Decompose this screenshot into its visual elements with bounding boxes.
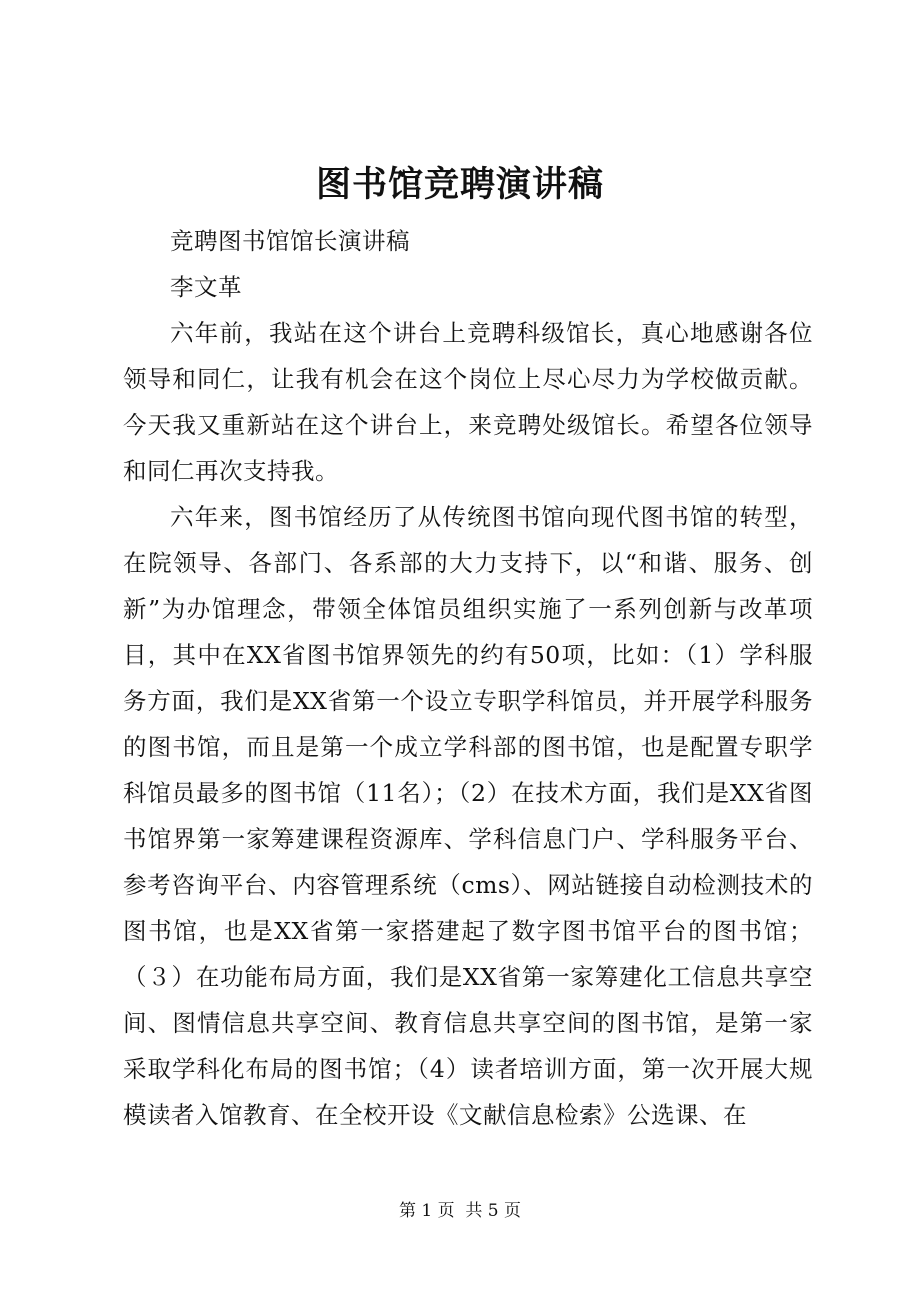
document-body <box>123 218 813 1138</box>
page-footer <box>0 1198 920 1224</box>
document-title: 图书馆竞聘演讲稿 <box>315 164 604 205</box>
page-number: 第 1 页 共 5 页 <box>398 1201 522 1221</box>
document-author: 李文革 <box>170 273 242 301</box>
body-paragraph: 六年前，我站在这个讲台上竞聘科级馆长，真心地感谢各位领导和同仁，让我有机会在这个岗位上尽心尽力为学校做贡献。今天我又重新站在这个讲台上，来竞聘处级馆长。希望各位领导和同仁再次支持我。 <box>123 319 813 485</box>
body-paragraph: 六年来，图书馆经历了从传统图书馆向现代图书馆的转型，在院领导、各部门、各系部的大力支持下，以“和谐、服务、创新”为办馆理念，带领全体馆员组织实施了一系列创新与改革项目，其中在XX省图书馆界领先的约有50项，比如：（1）学科服务方面，我们是XX省第一个设立专职学科馆员，并开展学科服务的图书馆，而且是第一个成立学科部的图书馆，也是配置专职学科馆员最多的图书馆（11名）；（2）在技术方面，我们是XX省图书馆界第一家筹建课程资源库、学科信息门户、学科服务平台、参考咨询平台、内容管理系统（cms）、网站链接自动检测技术的图书馆，也是XX省第一家搭建起了数字图书馆平台的图书馆；（３）在功能布局方面，我们是XX省第一家筹建化工信息共享空间、图情信息共享空间、教育信息共享空间的图书馆，是第一家采取学科化布局的图书馆；（4）读者培训方面，第一次开展大规模读者入馆教育、在全校开设《文献信息检索》公选课、在 <box>123 503 813 1129</box>
document-subtitle: 竞聘图书馆馆长演讲稿 <box>170 227 410 255</box>
